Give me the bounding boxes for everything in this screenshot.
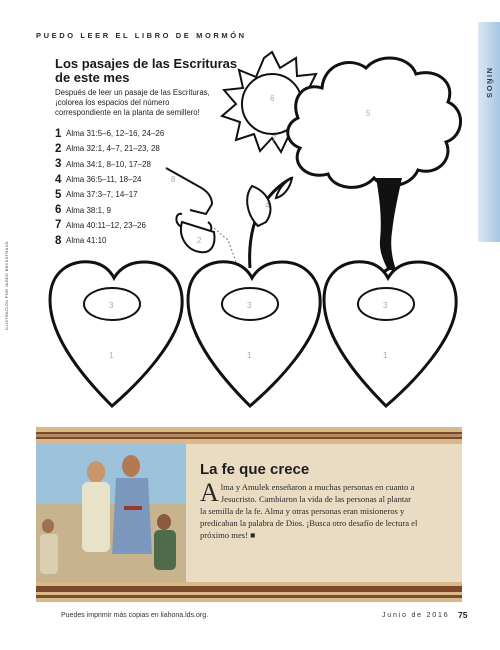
passage-number: 3 [55,158,62,171]
coloring-number: 4 [265,201,270,210]
coloring-number: 3 [383,301,388,310]
coloring-number: 7 [272,134,277,143]
issue-date: Junio de 2016 [382,612,450,619]
story-title: La fe que crece [200,461,310,478]
passage-reference: Alma 31:5–6, 12–16, 24–26 [66,129,165,139]
watering-hand-drawing [166,168,236,262]
coloring-number: 3 [247,301,252,310]
passage-reference: Alma 40:11–12, 23–26 [66,220,146,230]
border-pattern-top [36,427,462,444]
passage-reference: Alma 32:1, 4–7, 21–23, 28 [66,144,160,154]
passage-number: 6 [55,204,62,217]
coloring-number: 3 [109,301,114,310]
story-dropcap: A [200,478,219,507]
activity-title: Los pasajes de las Escrituras de este mes [55,56,238,85]
coloring-number: 1 [109,351,114,360]
passage-reference: Alma 41:10 [66,236,107,246]
sprout-drawing [247,178,292,268]
passage-reference: Alma 38:1, 9 [66,205,111,215]
magazine-section-header: PUEDO LEER EL LIBRO DE MORMÓN [36,31,247,40]
passage-number: 8 [55,234,62,247]
illustration-credit: ILUSTRACIÓN POR JARED BECKSTRAND [4,241,9,330]
passage-number: 2 [55,142,62,155]
border-pattern-bottom [36,582,462,602]
page-number: 75 [458,610,468,620]
coloring-number: 1 [247,351,252,360]
heart-shapes [50,262,456,406]
coloring-number: 2 [197,236,202,245]
passage-reference: Alma 37:3–7, 14–17 [66,190,138,200]
passage-number: 4 [55,173,62,186]
coloring-number: 8 [171,175,176,184]
story-text: lma y Amulek enseñaron a muchas personas en cuanto a Jesucristo. Cambiaron la vida de las personas al plantar la semilla de la fe. Alma y otras personas eran misioneros y predicaban la palabra de Dios. ¡Busca otro desafío de lectura el próximo mes! ■ [200,482,418,540]
coloring-number: 1 [383,351,388,360]
activity-instructions: Después de leer un pasaje de las Escrituras, ¡colorea los espacios del número correspondiente en la planta de semillero! [55,88,210,117]
tree-drawing [288,58,461,284]
coloring-number: 5 [366,109,371,118]
passage-number: 1 [55,127,62,140]
alma-amulek-illustration [36,444,186,584]
side-tab-label: NIÑOS [485,68,494,100]
passage-reference: Alma 34:1, 8–10, 17–28 [66,159,151,169]
passage-number: 7 [55,219,62,232]
coloring-number: 6 [270,94,275,103]
story-body [200,478,418,541]
passage-reference: Alma 36:5–11, 18–24 [66,175,142,185]
passage-number: 5 [55,188,62,201]
print-note: Puedes imprimir más copias en liahona.lds.org. [61,612,209,619]
